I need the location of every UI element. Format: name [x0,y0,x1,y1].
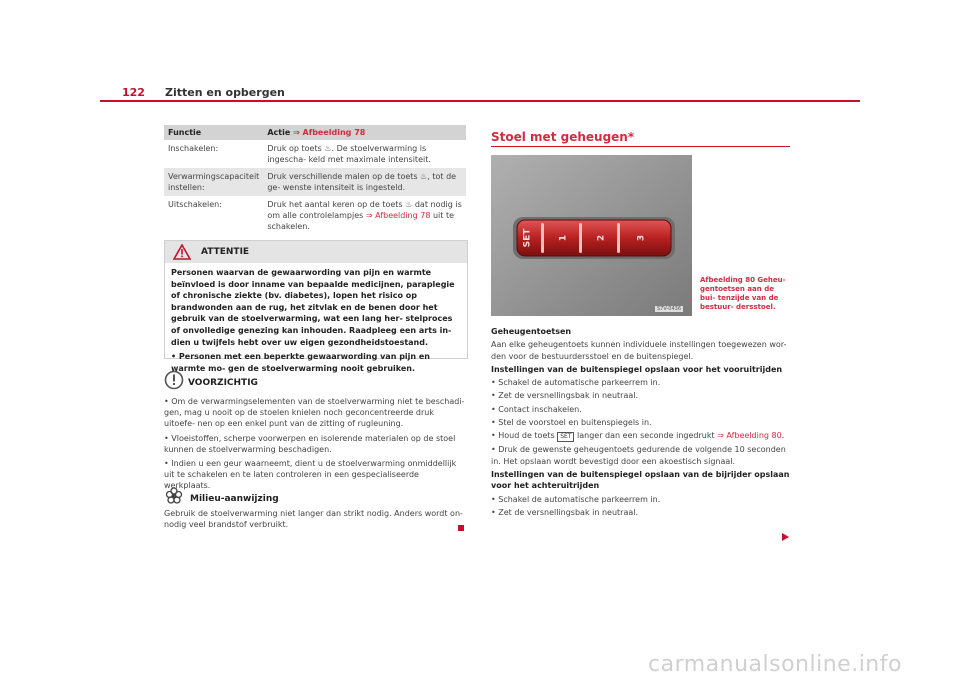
figure-label-3: 3 [636,234,647,242]
set-key-label: SET [557,432,574,442]
caution-body [164,396,466,495]
watermark: carmanualsonline.info [648,652,902,677]
figure-code: S7V-0436 [657,306,682,312]
subheading: Geheugentoetsen [491,327,572,336]
caution-title: VOORZICHTIG [188,378,258,388]
table-cell-function: Uitschakelen: [168,200,222,209]
table-row [164,140,466,168]
environment-text: Gebruik de stoelverwarming niet langer dan strikt nodig. Anders wordt on- nodig veel brandstof verbruikt. [164,509,463,530]
figure-caption: Afbeelding 80 Geheu- gentoetsen aan de bui- tenzijde van de bestuur- dersstoel. [700,276,786,311]
caution-bullet: • Om de verwarmingselementen van de stoelverwarming niet te beschadi- gen, mag u nooit op de stoelen knielen noch geconcentreerde druk uitoefe- nen op een enkel punt van de zitting of rugleuning. [164,397,465,429]
table-header-action-label: Actie [267,128,294,137]
list-item: • Druk de gewenste geheugentoets gedurende de volgende 10 seconden in. Het opslaan wordt bevestigd door een akoestisch signaal. [491,445,786,466]
list-text: langer dan een seconde ingedrukt [574,431,718,441]
figure-reference-link[interactable]: ⇒ Afbeelding 78 [293,128,366,137]
environment-flower-icon [164,486,184,506]
list-item: • Schakel de automatische parkeerrem in. [491,378,661,388]
list-item: • Schakel de automatische parkeerrem in. [491,494,661,504]
next-page-arrow-icon[interactable] [782,533,789,541]
table-header-row [164,125,466,140]
table-header-action [263,125,466,140]
paragraph: Aan elke geheugentoets kunnen individuele instellingen toegewezen wor- den voor de bestuurdersstoel en de buitenspiegel. [491,340,787,361]
table-row [164,168,466,196]
memory-buttons-figure [491,155,692,316]
figure-label-2: 2 [596,234,607,242]
action-text: Druk het aantal keren op de toets ♨ dat nodig is om alle controlelampjes [267,200,462,220]
list-item: • Zet de versnellingsbak in neutraal. [491,391,639,401]
environment-title: Milieu-aanwijzing [190,494,279,504]
figure-label-set: SET [522,228,533,248]
subheading: Instellingen van de buitenspiegel opslaan voor het vooruitrijden [491,364,783,374]
list-item: • Zet de versnellingsbak in neutraal. [491,507,639,517]
header-divider [100,100,860,102]
list-text: . [781,431,785,441]
table-cell-function: Inschakelen: [168,144,219,153]
table-row [164,196,466,235]
warning-box-title: ATTENTIE [201,247,250,257]
figure-label-1: 1 [558,234,569,242]
table-cell-action: Druk op toets ♨. De stoelverwarming is ingescha- keld met maximale intensiteit. [267,144,431,164]
page-header-title: Zitten en opbergen [165,86,285,99]
table-cell-action [263,196,466,235]
warning-box-header [165,241,467,263]
list-item: • Contact inschakelen. [491,404,582,414]
page-number: 122 [122,86,145,99]
end-mark-icon [458,525,464,531]
action-text: uit te schakelen. [267,211,455,231]
warning-box [164,240,468,373]
list-item: • Stel de voorstoel en buitenspiegels in. [491,418,652,428]
warning-bullet: • Personen met een beperkte gewaarwording van pijn en warmte mo- gen de stoelverwarming nooit gebruiken. [171,352,430,373]
table-cell-action: Druk verschillende malen op de toets ♨, tot de ge- wenste intensiteit is ingesteld. [263,168,466,196]
table-cell-function: Verwarmingscapaciteit instellen: [164,168,263,196]
section-divider [491,146,790,147]
function-table [164,125,466,235]
memory-instructions [491,326,791,520]
warning-box-body [171,267,463,377]
list-item [491,430,791,442]
subheading: Instellingen van de buitenspiegel opslaan van de bijrijder opslaan voor het achteruitrijden [491,469,790,491]
caution-bullet: • Vloeistoffen, scherpe voorwerpen en isolerende materialen op de stoel kunnen de stoelverwarming beschadigen. [164,433,456,454]
warning-triangle-icon [173,244,191,260]
caution-exclamation-icon [164,370,184,390]
section-title: Stoel met geheugen* [491,130,635,144]
figure-reference-link[interactable]: ⇒ Afbeelding 78 [365,211,431,220]
list-text: • Houd de toets [491,431,558,441]
figure-illustration [491,155,692,316]
caution-bullet: • Indien u een geur waarneemt, dient u de stoelverwarming onmiddellijk uit te schakelen en te laten controleren in een gespecialiseerde werkplaats. [164,459,457,491]
warning-paragraph: Personen waarvan de gewaarwording van pijn en warmte beïnvloed is door inname van bepaalde medicijnen, paraplegie of chronische ziekte (bv. diabetes), lopen het risico op brandwonden aan de rug, het zitvlak en de benen door het gebruik van de stoelverwarming, wat een lang her- stelproces of onvolledige genezing kan inhouden. Raadpleeg een arts in- dien u twijfels hebt over uw eigen gezondheidstoestand. [171,268,455,347]
figure-reference-link[interactable]: ⇒ Afbeelding 80 [717,431,782,441]
table-header-function: Functie [164,125,263,140]
